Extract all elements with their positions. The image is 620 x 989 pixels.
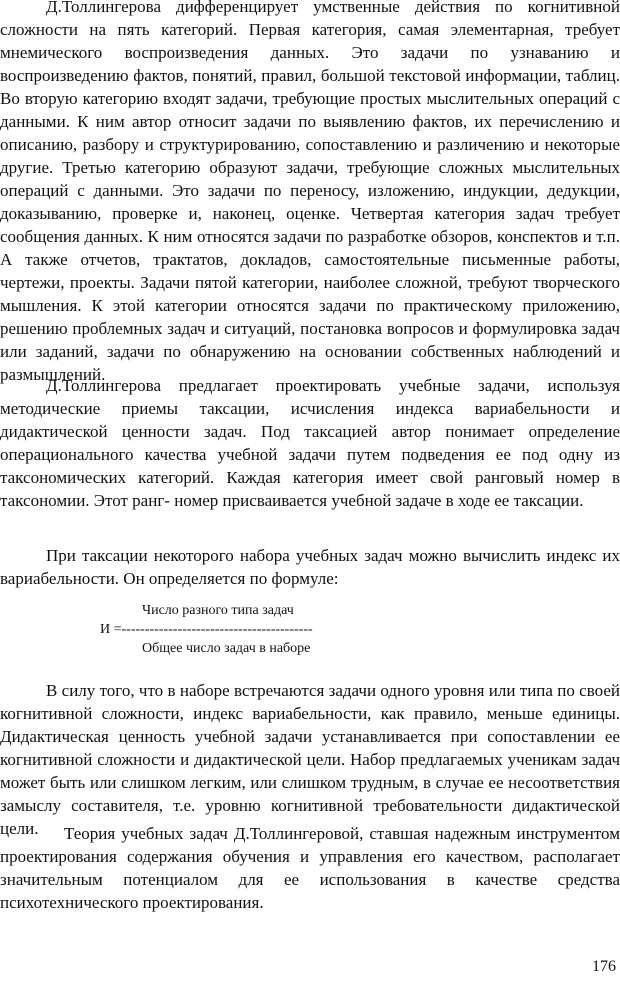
variability-formula xyxy=(0,600,620,662)
page-number: 176 xyxy=(592,958,616,975)
formula-fraction-line: И =----------------------------------------- xyxy=(100,622,313,637)
paragraph-didactic-value: В силу того, что в наборе встречаются задачи одного уровня или типа по своей когнитивной сложности, индекс вариабельности, как правило, меньше единицы. Дидактическая ценность учебной задачи устанавливается при сопоставлении ее когнитивной сложности и дидактической цели. Набор предлагаемых ученикам задач может быть или слишком легким, или слишком трудным, в случае ее несоответствия замыслу составителя, т.е. уровню когнитивной требовательности дидактической цели. xyxy=(0,681,620,838)
paragraph-taxation-methods: Д.Толлингерова предлагает проектировать учебные задачи, используя методические приемы таксации, исчисления индекса вариабельности и дидактической ценности задач. Под таксацией автор понимает определение операционального качества учебной задачи путем подведения ее под одну из таксономических категорий. Каждая категория имеет свой ранговый номер в таксономии. Этот ранг- номер присваивается учебной задаче в ходе ее таксации. xyxy=(0,376,620,510)
paragraph-variability-index: При таксации некоторого набора учебных задач можно вычислить индекс их вариабельности. Он определяется по формуле: xyxy=(0,546,620,588)
formula-denominator: Общее число задач в наборе xyxy=(142,641,311,656)
paragraph-cognitive-categories: Д.Толлингерова дифференцирует умственные действия по когнитивной сложности на пять категорий. Первая категория, самая элементарная, требует мнемического воспроизведения данных. Это задачи по узнаванию и воспроизведению фактов, понятий, правил, большой текстовой информации, таблиц. Во вторую категорию входят задачи, требующие простых мыслительных операций с данными. К ним автор относит задачи по выявлению фактов, их перечислению и описанию, разбору и структурированию, сопоставлению и различению и некоторые другие. Третью категорию образуют задачи, требующие сложных мыслительных операций с данными. Это задачи по переносу, изложению, индукции, дедукции, доказыванию, проверке и, наконец, оценке. Четвертая категория задач требует сообщения данных. К ним относятся задачи по разработке обзоров, конспектов и т.п. А также отчетов, трактатов, докладов, самостоятельные письменные работы, чертежи, проекты. Задачи пятой категории, наиболее сложной, требуют творческого мышления. К этой категории относятся задачи по практическому приложению, решению проблемных задач и ситуаций, постановка вопросов и формулировка задач или заданий, задачи по обнаружению на основании собственных наблюдений и размышлений. xyxy=(0,0,620,384)
paragraph-task-theory-conclusion: Теория учебных задач Д.Толлингеровой, ставшая надежным инструментом проектирования содержания обучения и управления его качеством, располагает значительным потенциалом для ее использования в качестве средства психотехнического проектирования. xyxy=(0,824,620,912)
formula-numerator: Число разного типа задач xyxy=(142,603,294,618)
